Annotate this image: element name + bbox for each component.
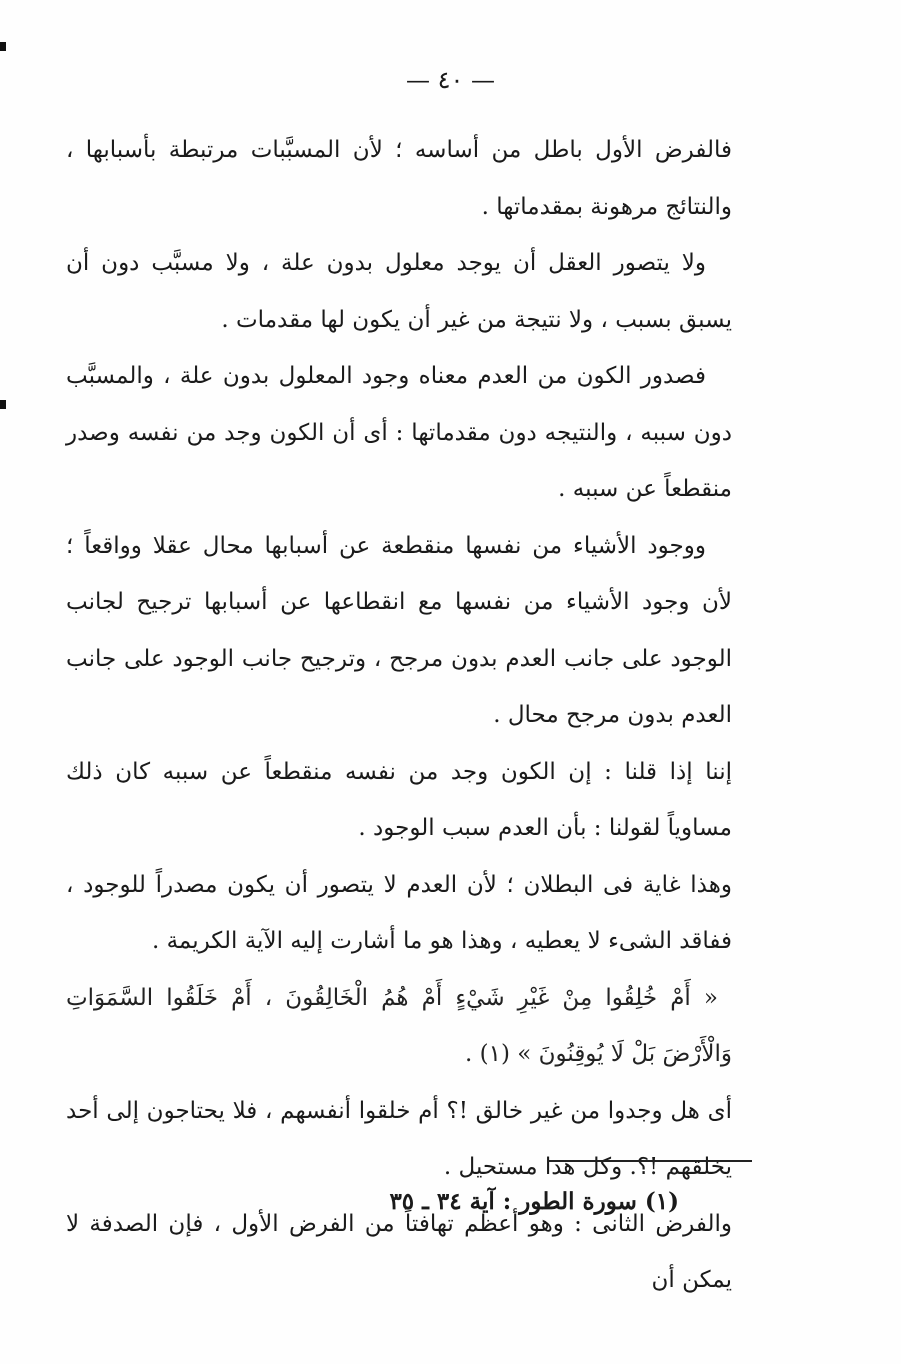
paragraph: فصدور الكون من العدم معناه وجود المعلول بدون علة ، والمسبَّب دون سببه ، والنتيجه دون مقدماتها : أى أن الكون وجد من نفسه وصدر منقطعاً عن سببه . [66, 363, 732, 502]
page-number: — ٤٠ — [405, 66, 496, 94]
paragraph: ووجود الأشياء من نفسها منقطعة عن أسبابها محال عقلا وواقعاً ؛ لأن وجود الأشياء من نفسها مع انقطاعها عن أسبابها ترجيح لجانب الوجود على جانب العدم بدون مرجح ، وترجيح جانب الوجود على جانب العدم بدون مرجح محال . [66, 532, 732, 728]
quran-verse: « أَمْ خُلِقُوا مِنْ غَيْرِ شَيْءٍ أَمْ هُمُ الْخَالِقُونَ ، أَمْ خَلَقُوا السَّمَوَاتِ وَالْأَرْضَ بَلْ لَا يُوقِنُونَ » (١) . [66, 984, 732, 1067]
scan-edge-mark [0, 42, 6, 51]
body-text [66, 122, 732, 1309]
paragraph: إننا إذا قلنا : إن الكون وجد من نفسه منقطعاً عن سببه كان ذلك مساوياً لقولنا : بأن العدم سبب الوجود . [66, 758, 732, 841]
footnote-divider [548, 1160, 752, 1162]
scan-edge-mark [0, 400, 6, 409]
paragraph: فالفرض الأول باطل من أساسه ؛ لأن المسبَّبات مرتبطة بأسبابها ، والنتائج مرهونة بمقدماتها . [66, 137, 732, 220]
paragraph: وهذا غاية فى البطلان ؛ لأن العدم لا يتصور أن يكون مصدراً للوجود ، ففاقد الشىء لا يعطيه ، وهذا هو ما أشارت إليه الآية الكريمة . [66, 871, 732, 954]
paragraph: ولا يتصور العقل أن يوجد معلول بدون علة ، ولا مسبَّب دون أن يسبق بسبب ، ولا نتيجة من غير أن يكون لها مقدمات . [66, 250, 732, 333]
paragraph: والفرض الثانى : وهو أعظم تهافتاً من الفرض الأول ، فإن الصدفة لا يمكن أن [66, 1210, 732, 1293]
paragraph: أى هل وجدوا من غير خالق !؟ أم خلقوا أنفسهم ، فلا يحتاجون إلى أحد يخلقهم !؟. وكل هذا مستحيل . [66, 1097, 732, 1180]
footnote: (١) سورة الطور : آية ٣٤ ـ ٣٥ [389, 1188, 679, 1215]
